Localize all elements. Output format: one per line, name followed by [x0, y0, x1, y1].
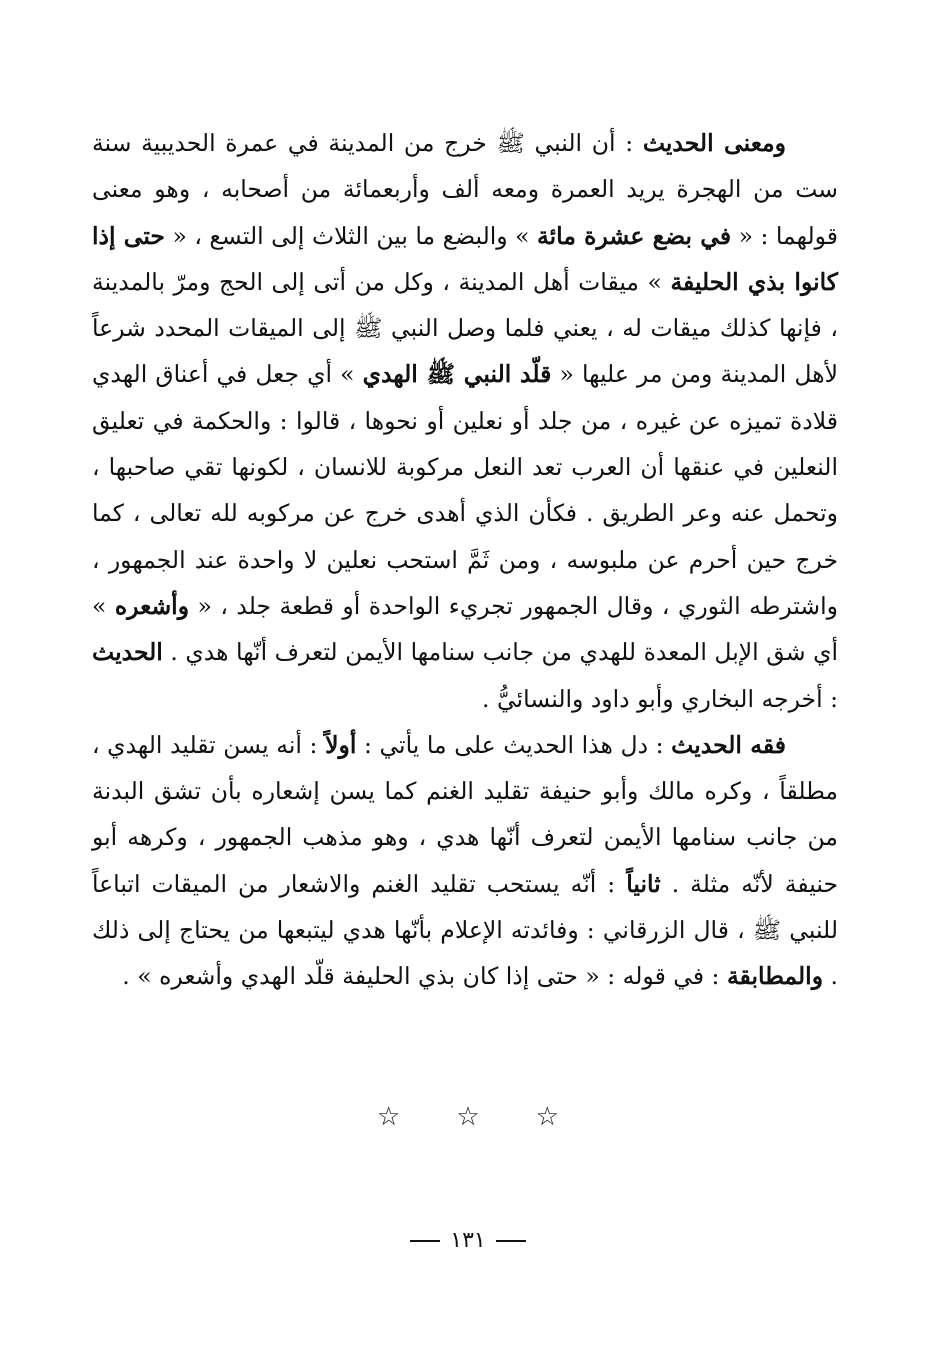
- page-number-value: ١٣١: [450, 1228, 486, 1253]
- page-number: [0, 1228, 936, 1253]
- quoted-phrase: حتى إذا كانوا بذي الحليفة: [92, 221, 838, 296]
- star-icon: ☆: [535, 1102, 559, 1132]
- quoted-phrase: قلّد النبي ﷺ الهدي: [362, 360, 552, 389]
- point-first: أولاً: [325, 730, 357, 759]
- paragraph-hadith-fiqh: [92, 722, 838, 1000]
- text-run: : أنه يسن تقليد الهدي ، مطلقاً ، وكره مالك وأبو حنيفة تقليد الغنم كما يسن إشعاره بأن تشق البدنة من جانب سنامها الأيمن لتعرف أنّها هدي ، وهو مذهب الجمهور ، وكرهه أبو حنيفة لأنّه مثلة .: [92, 730, 838, 898]
- text-run: » والبضع ما بين الثلاث إلى التسع ، «: [164, 221, 538, 250]
- text-run: : في قوله : « حتى إذا كان بذي الحليفة قلّد الهدي وأشعره » .: [122, 962, 727, 991]
- section-ornament: [0, 1102, 936, 1132]
- heading-hadith-meaning: ومعنى الحديث: [642, 129, 786, 157]
- folio-dash: [410, 1240, 440, 1242]
- star-icon: ☆: [456, 1102, 480, 1132]
- body-text: [92, 120, 838, 1000]
- star-icon: ☆: [377, 1102, 401, 1132]
- text-run: : أخرجه البخاري وأبو داود والنسائيُّ .: [482, 684, 838, 713]
- point-second: ثانياً: [626, 869, 661, 898]
- text-run: : دل هذا الحديث على ما يأتي :: [356, 730, 672, 759]
- text-run: » ميقات أهل المدينة ، وكل من أتى إلى الحج ومرّ بالمدينة ، فإنها كذلك ميقات له ، يعني فلما وصل النبي ﷺ إلى الميقات المحدد شرعاً لأهل المدينة ومن مر عليها «: [92, 267, 838, 389]
- heading-hadith-fiqh: فقه الحديث: [671, 730, 786, 759]
- text-run: : أن النبي ﷺ خرج من المدينة في عمرة الحديبية سنة ست من الهجرة يريد العمرة ومعه ألف وأربعمائة من أصحابه ، وهو معنى قولهما : «: [92, 129, 839, 250]
- quoted-phrase: وأشعره: [114, 591, 190, 620]
- text-run: » أي شق الإبل المعدة للهدي من جانب سنامها الأيمن لتعرف أنّها هدي .: [92, 591, 838, 667]
- heading-correspondence: والمطابقة: [726, 962, 824, 991]
- text-run: » أي جعل في أعناق الهدي قلادة تميزه عن غيره ، من جلد أو نعلين أو نحوها ، قالوا : والحكمة في تعليق النعلين في عنقها أن العرب تعد النعل مركوبة للانسان ، لكونها تقي صاحبها ، وتحمل عنه وعر الطريق . فكأن الذي أهدى خرج عن مركوبه لله تعالى ، كما خرج حين أحرم عن ملبوسه ، ومن ثَمَّ استحب نعلين لا واحدة عند الجمهور ، واشترطه الثوري ، وقال الجمهور تجريء الواحدة أو قطعة جلد ، «: [92, 360, 838, 620]
- quoted-phrase: في بضع عشرة مائة: [537, 221, 732, 250]
- text-run: : أنّه يستحب تقليد الغنم والاشعار من الميقات اتباعاً للنبي ﷺ ، قال الزرقاني : وفائدته الإعلام بأنّها هدي ليتبعها من يحتاج إلى ذلك .: [92, 869, 838, 991]
- folio-dash: [496, 1240, 526, 1242]
- paragraph-hadith-meaning: [92, 120, 838, 722]
- heading-hadith-source: الحديث: [92, 638, 163, 667]
